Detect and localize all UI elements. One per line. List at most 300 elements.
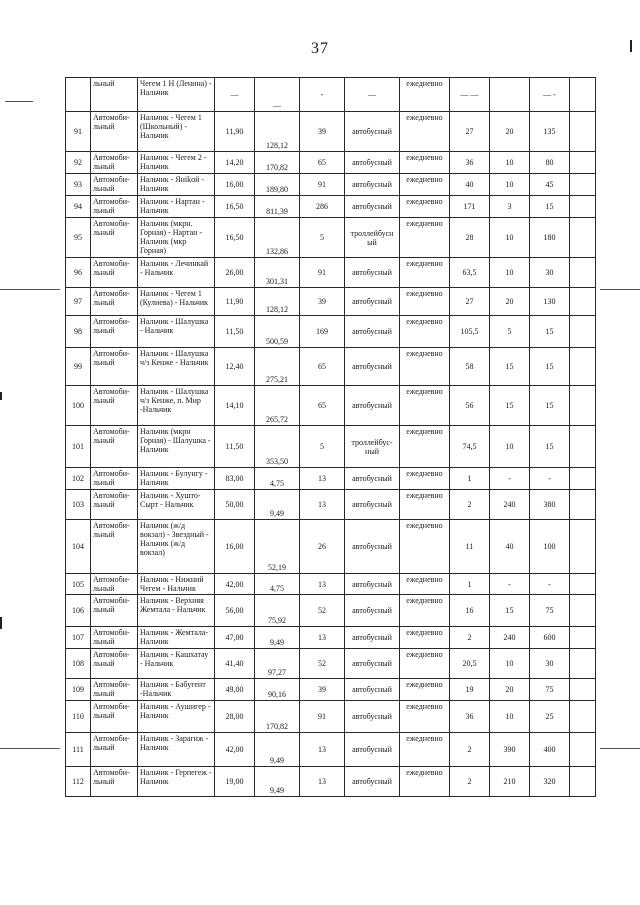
- route-name: Нальчик - Верхняя Жемтала - Нальчик: [138, 595, 215, 627]
- empty-cell: [570, 152, 596, 174]
- row-number: 112: [66, 767, 91, 797]
- value-2: 240: [490, 627, 530, 649]
- value-2: 20: [490, 112, 530, 152]
- vehicle-type: автобусный: [345, 468, 400, 490]
- stops-count: 26: [300, 520, 345, 574]
- route-name: Нальчик - Герпегеж - Нальчик: [138, 767, 215, 797]
- vehicle-type: —: [345, 78, 400, 112]
- value-1: 36: [450, 152, 490, 174]
- value-3: 75: [530, 679, 570, 701]
- value-1: 27: [450, 112, 490, 152]
- schedule: ежедневно: [400, 288, 450, 316]
- distance-value: 75,92: [255, 595, 300, 627]
- value-3: 45: [530, 174, 570, 196]
- value-3: 15: [530, 196, 570, 218]
- vehicle-type: автобусный: [345, 258, 400, 288]
- schedule: ежедневно: [400, 701, 450, 733]
- value-3: 15: [530, 426, 570, 468]
- empty-cell: [570, 218, 596, 258]
- value-1: 105,5: [450, 316, 490, 348]
- transport-type: Автомоби-льный: [91, 733, 138, 767]
- schedule: ежедневно: [400, 174, 450, 196]
- transport-type: Автомоби-льный: [91, 174, 138, 196]
- table-row: [66, 348, 596, 386]
- route-name: Нальчик - Шалушка ч/з Кенже - Нальчик: [138, 348, 215, 386]
- transport-type: Автомоби-льный: [91, 316, 138, 348]
- empty-cell: [570, 112, 596, 152]
- transport-type: Автомоби-льный: [91, 468, 138, 490]
- stops-count: 169: [300, 316, 345, 348]
- value-3: 15: [530, 348, 570, 386]
- route-name: Нальчик (мкрн. Горная) - Нартан - Нальчик (мкр Горная): [138, 218, 215, 258]
- stops-count: 52: [300, 649, 345, 679]
- distance-value: 301,31: [255, 258, 300, 288]
- vehicle-type: автобусный: [345, 595, 400, 627]
- transport-type: Автомоби-льный: [91, 574, 138, 595]
- stops-count: 39: [300, 679, 345, 701]
- table-row: [66, 468, 596, 490]
- empty-cell: [570, 348, 596, 386]
- transport-type: Автомоби-льный: [91, 701, 138, 733]
- empty-cell: [570, 595, 596, 627]
- value-2: 390: [490, 733, 530, 767]
- value-3: 135: [530, 112, 570, 152]
- row-number: 98: [66, 316, 91, 348]
- row-number: 92: [66, 152, 91, 174]
- route-length: 14,10: [215, 386, 255, 426]
- value-1: 40: [450, 174, 490, 196]
- route-name: Нальчик - Хушто-Сырт - Нальчик: [138, 490, 215, 520]
- table-row: [66, 767, 596, 797]
- route-length: 16,50: [215, 196, 255, 218]
- value-1: 11: [450, 520, 490, 574]
- routes-table: [65, 77, 596, 797]
- route-name: Нальчик - Нартан - Нальчик: [138, 196, 215, 218]
- vehicle-type: автобусный: [345, 490, 400, 520]
- table-row: [66, 733, 596, 767]
- stops-count: 13: [300, 490, 345, 520]
- vehicle-type: троллейбусн ый: [345, 218, 400, 258]
- row-number: 102: [66, 468, 91, 490]
- row-number: 97: [66, 288, 91, 316]
- value-2: 5: [490, 316, 530, 348]
- transport-type: Автомоби-льный: [91, 426, 138, 468]
- transport-type: Автомоби-льный: [91, 112, 138, 152]
- stops-count: 65: [300, 152, 345, 174]
- value-2: 210: [490, 767, 530, 797]
- route-name: Нальчик (мкрн Горная) - Шалушка - Нальчик: [138, 426, 215, 468]
- scan-artifact-line: [600, 289, 640, 290]
- vehicle-type: автобусный: [345, 348, 400, 386]
- route-length: —: [215, 78, 255, 112]
- stops-count: 39: [300, 112, 345, 152]
- schedule: ежедневно: [400, 316, 450, 348]
- route-name: Нальчик - Шалушка - Нальчик: [138, 316, 215, 348]
- value-1: 2: [450, 627, 490, 649]
- schedule: ежедневно: [400, 258, 450, 288]
- value-3: 180: [530, 218, 570, 258]
- distance-value: 9,49: [255, 627, 300, 649]
- value-1: 1: [450, 468, 490, 490]
- distance-value: 500,59: [255, 316, 300, 348]
- value-1: 2: [450, 733, 490, 767]
- distance-value: 128,12: [255, 112, 300, 152]
- route-name: Нальчик - Шалушка ч/з Кенже, п. Мир -Нальчик: [138, 386, 215, 426]
- table-row: [66, 520, 596, 574]
- distance-value: 132,86: [255, 218, 300, 258]
- route-name: Нальчик - Булунгу - Нальчик: [138, 468, 215, 490]
- value-2: [490, 78, 530, 112]
- distance-value: 811,39: [255, 196, 300, 218]
- row-number: 94: [66, 196, 91, 218]
- value-2: 10: [490, 701, 530, 733]
- value-2: 10: [490, 174, 530, 196]
- distance-value: 189,80: [255, 174, 300, 196]
- route-length: 56,00: [215, 595, 255, 627]
- empty-cell: [570, 386, 596, 426]
- empty-cell: [570, 174, 596, 196]
- stops-count: 91: [300, 174, 345, 196]
- transport-type: Автомоби-льный: [91, 520, 138, 574]
- value-1: — —: [450, 78, 490, 112]
- schedule: ежедневно: [400, 348, 450, 386]
- distance-value: 97,27: [255, 649, 300, 679]
- row-number: 111: [66, 733, 91, 767]
- distance-value: 353,50: [255, 426, 300, 468]
- stops-count: 13: [300, 767, 345, 797]
- value-3: 380: [530, 490, 570, 520]
- vehicle-type: автобусный: [345, 288, 400, 316]
- route-length: 11,50: [215, 426, 255, 468]
- table-row: [66, 386, 596, 426]
- empty-cell: [570, 490, 596, 520]
- transport-type: Автомоби-льный: [91, 679, 138, 701]
- scan-artifact-line: [600, 748, 640, 749]
- route-name: Нальчик - Жемтала-Нальчик: [138, 627, 215, 649]
- vehicle-type: автобусный: [345, 196, 400, 218]
- value-1: 2: [450, 767, 490, 797]
- value-3: 30: [530, 649, 570, 679]
- value-3: 130: [530, 288, 570, 316]
- transport-type: Автомоби-льный: [91, 348, 138, 386]
- value-1: 74,5: [450, 426, 490, 468]
- route-name: Нальчик - Лечинкай - Нальчик: [138, 258, 215, 288]
- empty-cell: [570, 468, 596, 490]
- value-2: -: [490, 574, 530, 595]
- value-2: 20: [490, 288, 530, 316]
- value-2: 40: [490, 520, 530, 574]
- route-length: 41,40: [215, 649, 255, 679]
- distance-value: 90,16: [255, 679, 300, 701]
- vehicle-type: автобусный: [345, 386, 400, 426]
- table-row: [66, 258, 596, 288]
- value-1: 1: [450, 574, 490, 595]
- table-row: [66, 316, 596, 348]
- vehicle-type: автобусный: [345, 152, 400, 174]
- value-3: 15: [530, 316, 570, 348]
- empty-cell: [570, 316, 596, 348]
- row-number: 99: [66, 348, 91, 386]
- scan-edge-mark: [0, 617, 2, 629]
- value-1: 63,5: [450, 258, 490, 288]
- distance-value: 52,19: [255, 520, 300, 574]
- stops-count: 91: [300, 258, 345, 288]
- row-number: 96: [66, 258, 91, 288]
- transport-type: Автомоби-льный: [91, 627, 138, 649]
- value-3: — -: [530, 78, 570, 112]
- value-2: 3: [490, 196, 530, 218]
- vehicle-type: автобусный: [345, 316, 400, 348]
- route-length: 49,00: [215, 679, 255, 701]
- page-number: 37: [311, 40, 329, 57]
- value-3: 15: [530, 386, 570, 426]
- table-row: [66, 627, 596, 649]
- value-2: 10: [490, 258, 530, 288]
- value-2: 10: [490, 218, 530, 258]
- value-3: 320: [530, 767, 570, 797]
- stops-count: 13: [300, 468, 345, 490]
- value-1: 20,5: [450, 649, 490, 679]
- schedule: ежедневно: [400, 490, 450, 520]
- stops-count: 39: [300, 288, 345, 316]
- stops-count: 91: [300, 701, 345, 733]
- schedule: ежедневно: [400, 78, 450, 112]
- table-row: [66, 679, 596, 701]
- route-name: Нальчик - Аушигер - Нальчик: [138, 701, 215, 733]
- value-1: 171: [450, 196, 490, 218]
- vehicle-type: автобусный: [345, 574, 400, 595]
- vehicle-type: автобусный: [345, 112, 400, 152]
- empty-cell: [570, 733, 596, 767]
- vehicle-type: автобусный: [345, 627, 400, 649]
- value-2: 10: [490, 152, 530, 174]
- row-number: 103: [66, 490, 91, 520]
- stops-count: 13: [300, 574, 345, 595]
- scan-artifact-line: [5, 101, 33, 102]
- transport-type: Автомоби-льный: [91, 196, 138, 218]
- row-number: 93: [66, 174, 91, 196]
- row-number: [66, 78, 91, 112]
- stops-count: 286: [300, 196, 345, 218]
- schedule: ежедневно: [400, 112, 450, 152]
- table-row: [66, 649, 596, 679]
- value-3: -: [530, 468, 570, 490]
- row-number: 110: [66, 701, 91, 733]
- row-number: 105: [66, 574, 91, 595]
- value-3: 30: [530, 258, 570, 288]
- row-number: 100: [66, 386, 91, 426]
- value-3: 75: [530, 595, 570, 627]
- table-row: [66, 574, 596, 595]
- schedule: ежедневно: [400, 574, 450, 595]
- distance-value: 9,49: [255, 490, 300, 520]
- value-3: 80: [530, 152, 570, 174]
- route-length: 16,00: [215, 520, 255, 574]
- transport-type: льный: [91, 78, 138, 112]
- distance-value: 265,72: [255, 386, 300, 426]
- value-1: 27: [450, 288, 490, 316]
- route-length: 50,00: [215, 490, 255, 520]
- empty-cell: [570, 574, 596, 595]
- row-number: 107: [66, 627, 91, 649]
- value-3: 400: [530, 733, 570, 767]
- value-2: -: [490, 468, 530, 490]
- distance-value: 170,82: [255, 152, 300, 174]
- value-2: 15: [490, 386, 530, 426]
- table-row: [66, 152, 596, 174]
- route-name: Нальчик - Чегем 1 (Школьный) - Нальчик: [138, 112, 215, 152]
- stops-count: 5: [300, 218, 345, 258]
- route-name: Нальчик - Бабугент -Нальчик: [138, 679, 215, 701]
- stops-count: 5: [300, 426, 345, 468]
- value-2: 240: [490, 490, 530, 520]
- distance-value: 9,49: [255, 767, 300, 797]
- value-3: -: [530, 574, 570, 595]
- table-row: [66, 196, 596, 218]
- route-length: 11,50: [215, 316, 255, 348]
- distance-value: 9,49: [255, 733, 300, 767]
- transport-type: Автомоби-льный: [91, 258, 138, 288]
- value-1: 16: [450, 595, 490, 627]
- schedule: ежедневно: [400, 733, 450, 767]
- distance-value: 4,75: [255, 468, 300, 490]
- route-name: Нальчик (ж/д вокзал) - Звездный - Нальчик (ж/д вокзал): [138, 520, 215, 574]
- table-row: [66, 174, 596, 196]
- route-name: Нальчик - Чегем 1 (Кулиева) - Нальчик: [138, 288, 215, 316]
- stops-count: 65: [300, 348, 345, 386]
- stops-count: 13: [300, 627, 345, 649]
- table-row: [66, 701, 596, 733]
- route-length: 19,00: [215, 767, 255, 797]
- empty-cell: [570, 767, 596, 797]
- table-row: [66, 112, 596, 152]
- value-2: 15: [490, 348, 530, 386]
- table-row: [66, 490, 596, 520]
- vehicle-type: автобусный: [345, 767, 400, 797]
- table-row: [66, 595, 596, 627]
- value-1: 19: [450, 679, 490, 701]
- value-1: 28: [450, 218, 490, 258]
- stops-count: -: [300, 78, 345, 112]
- row-number: 109: [66, 679, 91, 701]
- route-length: 11,90: [215, 112, 255, 152]
- route-length: 47,00: [215, 627, 255, 649]
- schedule: ежедневно: [400, 767, 450, 797]
- route-name: Чегем 1 Н (Ленина) - Нальчик: [138, 78, 215, 112]
- value-1: 56: [450, 386, 490, 426]
- value-1: 58: [450, 348, 490, 386]
- stops-count: 65: [300, 386, 345, 426]
- schedule: ежедневно: [400, 218, 450, 258]
- value-3: 100: [530, 520, 570, 574]
- empty-cell: [570, 627, 596, 649]
- vehicle-type: автобусный: [345, 733, 400, 767]
- schedule: ежедневно: [400, 627, 450, 649]
- route-name: Нальчик - Чегем 2 - Нальчик: [138, 152, 215, 174]
- schedule: ежедневно: [400, 196, 450, 218]
- distance-value: 170,82: [255, 701, 300, 733]
- scan-artifact-line: [0, 748, 60, 749]
- table-row: [66, 288, 596, 316]
- scan-edge-mark: [630, 40, 632, 52]
- empty-cell: [570, 426, 596, 468]
- row-number: 108: [66, 649, 91, 679]
- vehicle-type: автобусный: [345, 520, 400, 574]
- route-length: 12,40: [215, 348, 255, 386]
- table-row: [66, 78, 596, 112]
- empty-cell: [570, 679, 596, 701]
- transport-type: Автомоби-льный: [91, 490, 138, 520]
- transport-type: Автомоби-льный: [91, 595, 138, 627]
- transport-type: Автомоби-льный: [91, 218, 138, 258]
- route-name: Нальчик - Кашхатау - Нальчик: [138, 649, 215, 679]
- scan-edge-mark: [0, 392, 2, 400]
- empty-cell: [570, 649, 596, 679]
- route-length: 14,20: [215, 152, 255, 174]
- table-row: [66, 218, 596, 258]
- vehicle-type: автобусный: [345, 679, 400, 701]
- route-length: 28,00: [215, 701, 255, 733]
- vehicle-type: автобусный: [345, 174, 400, 196]
- stops-count: 13: [300, 733, 345, 767]
- value-1: 2: [450, 490, 490, 520]
- row-number: 101: [66, 426, 91, 468]
- empty-cell: [570, 78, 596, 112]
- route-length: 11,90: [215, 288, 255, 316]
- schedule: ежедневно: [400, 426, 450, 468]
- route-length: 16,00: [215, 174, 255, 196]
- value-3: 600: [530, 627, 570, 649]
- value-1: 36: [450, 701, 490, 733]
- schedule: ежедневно: [400, 649, 450, 679]
- row-number: 104: [66, 520, 91, 574]
- vehicle-type: автобусный: [345, 701, 400, 733]
- schedule: ежедневно: [400, 386, 450, 426]
- empty-cell: [570, 258, 596, 288]
- empty-cell: [570, 196, 596, 218]
- value-3: 25: [530, 701, 570, 733]
- route-length: 83,00: [215, 468, 255, 490]
- route-length: 26,00: [215, 258, 255, 288]
- value-2: 10: [490, 649, 530, 679]
- distance-value: 128,12: [255, 288, 300, 316]
- table-row: [66, 426, 596, 468]
- schedule: ежедневно: [400, 520, 450, 574]
- value-2: 15: [490, 595, 530, 627]
- route-length: 42,00: [215, 733, 255, 767]
- transport-type: Автомоби-льный: [91, 386, 138, 426]
- vehicle-type: троллейбус-ный: [345, 426, 400, 468]
- transport-type: Автомоби-льный: [91, 288, 138, 316]
- route-name: Нальчик - Нижний Чегем - Нальчик: [138, 574, 215, 595]
- distance-value: 275,21: [255, 348, 300, 386]
- empty-cell: [570, 701, 596, 733]
- row-number: 106: [66, 595, 91, 627]
- schedule: ежедневно: [400, 152, 450, 174]
- transport-type: Автомоби-льный: [91, 649, 138, 679]
- scan-artifact-line: [0, 289, 60, 290]
- route-length: 42,00: [215, 574, 255, 595]
- route-name: Нальчик - Янikoй - Нальчик: [138, 174, 215, 196]
- row-number: 91: [66, 112, 91, 152]
- stops-count: 52: [300, 595, 345, 627]
- schedule: ежедневно: [400, 679, 450, 701]
- value-2: 10: [490, 426, 530, 468]
- distance-value: —: [255, 78, 300, 112]
- schedule: ежедневно: [400, 595, 450, 627]
- schedule: ежедневно: [400, 468, 450, 490]
- transport-type: Автомоби-льный: [91, 152, 138, 174]
